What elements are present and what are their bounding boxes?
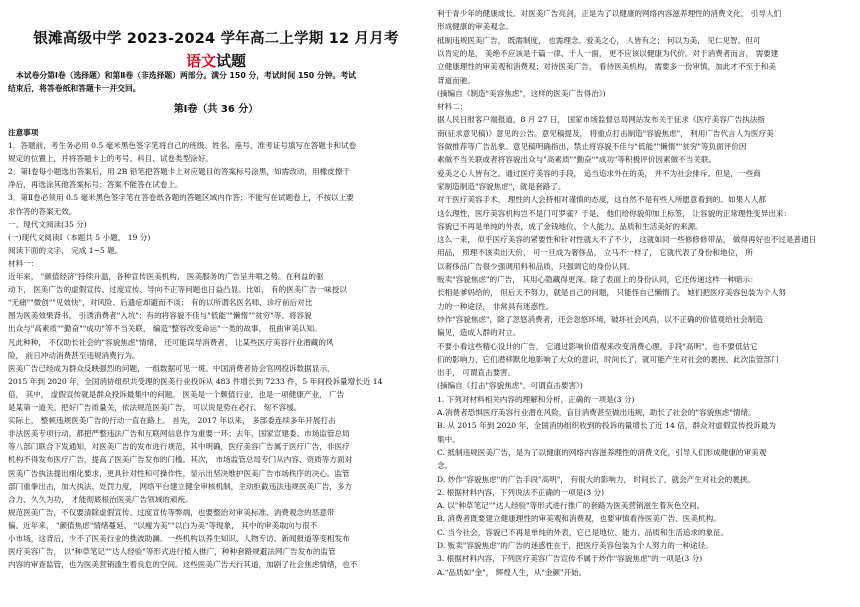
right-text-line: 利于青少年的健康成长。对医美广告亮剑，正是为了以健康的网络内容滋养理性的消费文化， 引导人们 <box>437 9 782 18</box>
right-text-line: 据人民日报客户端报道，8 月 27 日， 国家市场监督总局网站发布关于征求《医疗美容广告执法指 <box>437 115 765 125</box>
right-text-line: (摘编自《打击"容貌焦虑"，可谓直击要害》) <box>437 381 583 391</box>
right-text-line: 对于医疗美容手术， 理性的人会持相对谨慎的态度，这自然不是有些人所愿意看到的。如果人人都 <box>437 195 766 205</box>
right-text-line: 容貌已不再是单纯的外表，成了金钱地位、个人能力、品质和生活美好的来源。 <box>437 221 703 231</box>
left-text-line: 材料一： <box>8 258 39 268</box>
left-text-line: 净后，再选涂其他答案标号；答案不能答在试卷上。 <box>8 180 183 190</box>
left-text-line: 等八部门联合下发通知，对医美广告的发布进行规范，其中明确，医疗美容广告属于医疗广告，非医疗 <box>8 442 350 452</box>
subject-red: 语文 <box>185 52 216 70</box>
left-text-line: 规定的位置上，并将答题卡上的考号、科目、试卷类型涂好。 <box>8 154 214 164</box>
left-text-line: 机构不得发布医疗广告，提高了医美广告发布的门槛。其次， 市场监管总局专门从内容、资质等方面对 <box>8 455 353 465</box>
left-text-line: 倍， 其中， 虚假宣传就是群众投诉最集中的问题。 医美是一个颇值行业，也是一项健康产业， 广告 <box>8 389 345 399</box>
subject-title <box>8 50 424 71</box>
left-text-line: 阅读下面的文字， 完成 1~5 题。 <box>8 245 123 255</box>
left-text-line: 医美广告执法提出细化要求，更具针对性和可操作性，显示出坚决维护医美广告市场秩序的决心。监管 <box>8 468 350 478</box>
right-text-line: 素做不当关联或者将容貌出众与"高素质""勤奋""成功"等积极评价因素做不当关联。 <box>437 155 717 165</box>
right-text-line: 出手， 可谓直击要害。 <box>437 368 516 378</box>
right-text-line: 集中。 <box>437 434 460 444</box>
left-text-line: 凡此种种， 不仅助长社会的"容貌焦虑"情绪， 还可能误导消费者， 让某些医疗美容行业潜藏的风 <box>8 337 334 347</box>
right-text-line: 炒作"容貌焦虑"，除了忽悠消费者，还会忽悠环境，破坏社会风尚，以不正确的价值观给社会制造 <box>437 314 763 324</box>
left-text-line: 险， 前日冲动消费甚至违规消费行为。 <box>8 350 140 360</box>
left-text-line: 动下， 医美广告的虚假宣传、过度宣传、导向不正等问题也日益凸显。比如， 有的医美广告一味授以 <box>8 285 347 295</box>
right-text-line: D. 炒作"容貌焦虑"的广告手段"高明"， 有很大的影响力， 时间长了，就会产生对社会的裹挟。 <box>437 474 756 484</box>
left-text-line: 是某第一道关。把好广告质量关，依法规范医美广告， 可以说是势在必行、 刻不容缓。 <box>8 403 302 412</box>
left-text-line: 3．第Ⅱ卷必须用 0.5 毫米黑色签字笔在答卷纸各题的答题区域内作答；不能写在试题卷上，不按以上要 <box>8 193 354 203</box>
right-text-line: C. 抵制违规医美广告，是为了以健康的网络内容滋养理性的消费文化，引导人们形成健康的审美观 <box>437 447 767 457</box>
right-text-line: 这么理性，医疗美容机构岂不是门可罗雀？于是， 他们给你貌仰加上标签， 让容貌的正常理性变异出来： <box>437 208 792 218</box>
left-text-line: (一)现代文阅读Ⅰ（本题共 5 小题， 19 分) <box>8 232 151 242</box>
right-text-line: 家制造制造"容貌焦虑"，就是套路了。 <box>437 181 566 191</box>
left-text-line: 2．第Ⅰ卷每小题选出答案后，用 2B 铅笔把答题卡上对应题目的答案标号涂黑，如需改动，用橡皮擦干 <box>8 167 351 177</box>
intro-line-1: 本试卷分第Ⅰ卷（选择题）和第Ⅱ卷（非选择题）两部分。满分 150 分，考试时间 150 分钟。考试 <box>16 71 356 80</box>
right-text-line: 以奢侈品广告很少强调用料和品质，只强调它的身份认同。 <box>437 261 635 271</box>
right-text-line: 1. 下列对材料相关内容的理解和分析，正确的一项是(3 分) <box>437 394 635 404</box>
left-text-line: 非法医美专项行动，都把严整违法广告和互联网信息作为重要一环；去年，国家宣建委、市场监管总局 <box>8 429 350 439</box>
right-text-line: 贩卖"容貌焦虑"的广告， 其用心隐藏得更深。除了表面上的身份认同，它还传递这样一种暗示： <box>437 275 758 284</box>
right-text-line: 形成健康的审美观念。 <box>437 22 513 32</box>
left-text-line: 内容的审查监管，也为医美营销滥生着良危的空间。这些医美广告大行其道，加剧了社会焦虑情绪，也不 <box>8 560 358 570</box>
part1-title: 第Ⅰ卷（共 36 分） <box>173 104 259 115</box>
left-text-line: 1．答题前，考生务必用 0.5 毫米黑色签字笔将自己的班级、姓名、座号、准考证号填写在答题卡和试卷 <box>8 141 357 150</box>
right-text-line: D. 贩卖"容貌焦虑"的广告的迷惑性在于，把医疗美容包装为个人努力的一种途径。 <box>437 541 713 550</box>
left-text-line: 合力、久久为功， 才能彻底根治医美广告领域的顽疾。 <box>8 494 193 504</box>
right-text-line: 容做推荐等广告乱象。意见稿明确指出，禁止将容貌不佳与"低能""懒惰""贫穷"等负面评价因 <box>437 142 747 151</box>
right-text-line: 用品， 照理不该卖出天价， 可一旦成为奢侈品， 立马不一样了， 它就代表了身份和地位， 所 <box>437 248 753 258</box>
intro-line-2: 结束后，将答卷纸和答题卡一并交回。 <box>8 84 141 93</box>
notes-title: 注意事项 <box>8 128 39 137</box>
left-text-line: 偏。近年来， "颜值焦虑"情绪蔓延， "以瘦为美""以白为美"等现象， 其中的审美取向与很不 <box>8 520 318 530</box>
right-text-line: A."品质如"金"， 辉煌人生，从"金颜"开始。 <box>437 567 587 577</box>
right-text-line: 偏见，造成人群的对立。 <box>437 328 521 338</box>
left-text-line: 2015 年到 2020 年，全国消协组织共受理的医美行业投诉从 483 件增长到 7233 件，5 年间投诉量增长近 14 <box>8 376 383 386</box>
right-text-line: 背道而驰。 <box>437 75 475 85</box>
right-text-line: 长相是爹妈给的， 但后天不努力，就是自己的问题， 只能怪自己懒惰了。 她们把医疗美容包装为个人努 <box>437 288 786 298</box>
left-text-line: 规范医美广告，不仅要清除虚假宣传、过度宣传等弊端，也要整治对审美标准、消费观念的恶意带 <box>8 507 335 517</box>
exam-title: 银滩高级中学 2023-2024 学年高二上学期 12 月月考 <box>33 31 399 47</box>
left-text-line: 求作答的答案无效。 <box>8 206 77 216</box>
right-text-line: 抵制违规医美广告， 既需制度， 也需理念。爱美之心， 人皆有之； 何以为美， 见仁见智。但可 <box>437 35 761 45</box>
left-text-line: 医美广告已经成为群众反映强烈的问题，一组数据可见一斑。中国消费者协会官网投诉数据显示， <box>8 363 335 373</box>
right-text-line: 南(征求意见稿)》意见的公告。意见稿提及， 将重点打击制造"容貌焦虑"， 利用广告代言人为医疗美 <box>437 128 774 138</box>
right-text-line: B. 从 2015 年到 2020 年，全国消协组织收到的投诉的量增长了近 14 倍，群众对虚假宣传投诉最为 <box>437 421 776 431</box>
left-text-line: 小市场，这背后，少不了医美行业的推波助澜。一些机构以养生知识、人物专访、新闻报道等变相发布 <box>8 534 350 543</box>
left-text-line: 部门重拳出击，加大执法、处罚力度， 网络平台建立健全审核机制，主动拒截违法违规医美广告，多方 <box>8 481 353 491</box>
right-text-line: 以肯定的是， 美绝不应该是千篇一律、千人一面， 更不应该以健康为代价。对于消费者而言， 需要建 <box>437 48 779 58</box>
subject-black: 试题 <box>216 52 247 70</box>
right-text-line: 力的一种途径， 非常具有迷惑性。 <box>437 301 554 311</box>
right-text-line: 爱美之心人皆有之。通过医疗美容的手段， 追当追求外在的美， 并不为社会排斥。但是，一些商 <box>437 168 761 178</box>
right-text-line: 3. 根据材料内容，下列医疗美容广告宣传不属于炒作"容貌焦虑"的一项是(3 分) <box>437 554 703 564</box>
right-text-line: B. 消费者既要建立健康理性的审美观和消费观，也要审慎看待医美广告、医美机构。 <box>437 514 721 524</box>
right-text-line: 立健康理性的审美观和消费观；对待医美广告， 看待医美机构， 需要多一份审慎，加此才不至于和美 <box>437 62 776 72</box>
right-text-line: 们的影响力，它们潜移默化地影响了大众的意识，时间长了，就可能产生对社会的裹挟。此次监管部门 <box>437 354 779 364</box>
right-text-line: A.消费者恐惧医疗美容行业潜在风险，盲目消费甚至做出违规，助长了社会的"容貌焦虑"情绪。 <box>437 408 756 417</box>
right-text-line: 2. 根据材料内容，下列说法不正确的一项是(3 分) <box>437 487 605 497</box>
right-text-line: 念。 <box>437 461 453 471</box>
left-text-line: "无痛""微创""见效快"，对风险、后遗症却避而不谈； 有的以所谓名医名师、诊疗前后对比 <box>8 298 313 308</box>
right-text-line: C. 当今社会，容貌已不再是单纯的外表，它已是地位、能力、品质和生活追求的象征。 <box>437 527 729 537</box>
right-text-line: 材料二： <box>437 102 468 112</box>
right-text-line: 这么一来， 似乎医疗美容的紧要性和针对性就大不了不少， 这就如同一些修修修带品， 做得再好也不过是普通日 <box>437 235 817 245</box>
right-text-line: 不要小看这些精心设计的广告， 它通过影响价值观来改变消费心理，手段"高明"。也不要低估它 <box>437 341 758 351</box>
left-text-line: 出众与"高素质""勤奋""成功"等不当关联， 编造"整容改变命运"一类的故事， 扭曲审美认知。 <box>8 324 322 334</box>
left-text-line: 医疗美容广告， 以"种草笔记""达人经验"等形式进行植入推广，种种套路规避法网广告发布的监管 <box>8 547 336 557</box>
right-text-line: A. 以"种草笔记""达人经验"等形式进行推广的套路为医美营销滋生着灰色空间。 <box>437 501 705 511</box>
right-text-line: (摘编自《制造"美容焦虑"，这样的医美广告得治》) <box>437 88 606 98</box>
left-text-line: 一、现代文阅读(35 分) <box>8 219 87 229</box>
left-text-line: 实际上， 整顿违规医美广告的行动一直在路上。 首先， 2017 年以来， 多部委连续多年开展打击 <box>8 416 336 426</box>
left-text-line: 近年来， "颜值经济"持续升温，各种宣传医美机构、 医美服务的广告呈井喷之势。在利益的驱 <box>8 272 324 281</box>
left-text-line: 图为医美效果背书， 引诱消费者"入坑"；有的将容貌不佳与"低能""懒惰""贫穷"等、将容貌 <box>8 311 312 321</box>
